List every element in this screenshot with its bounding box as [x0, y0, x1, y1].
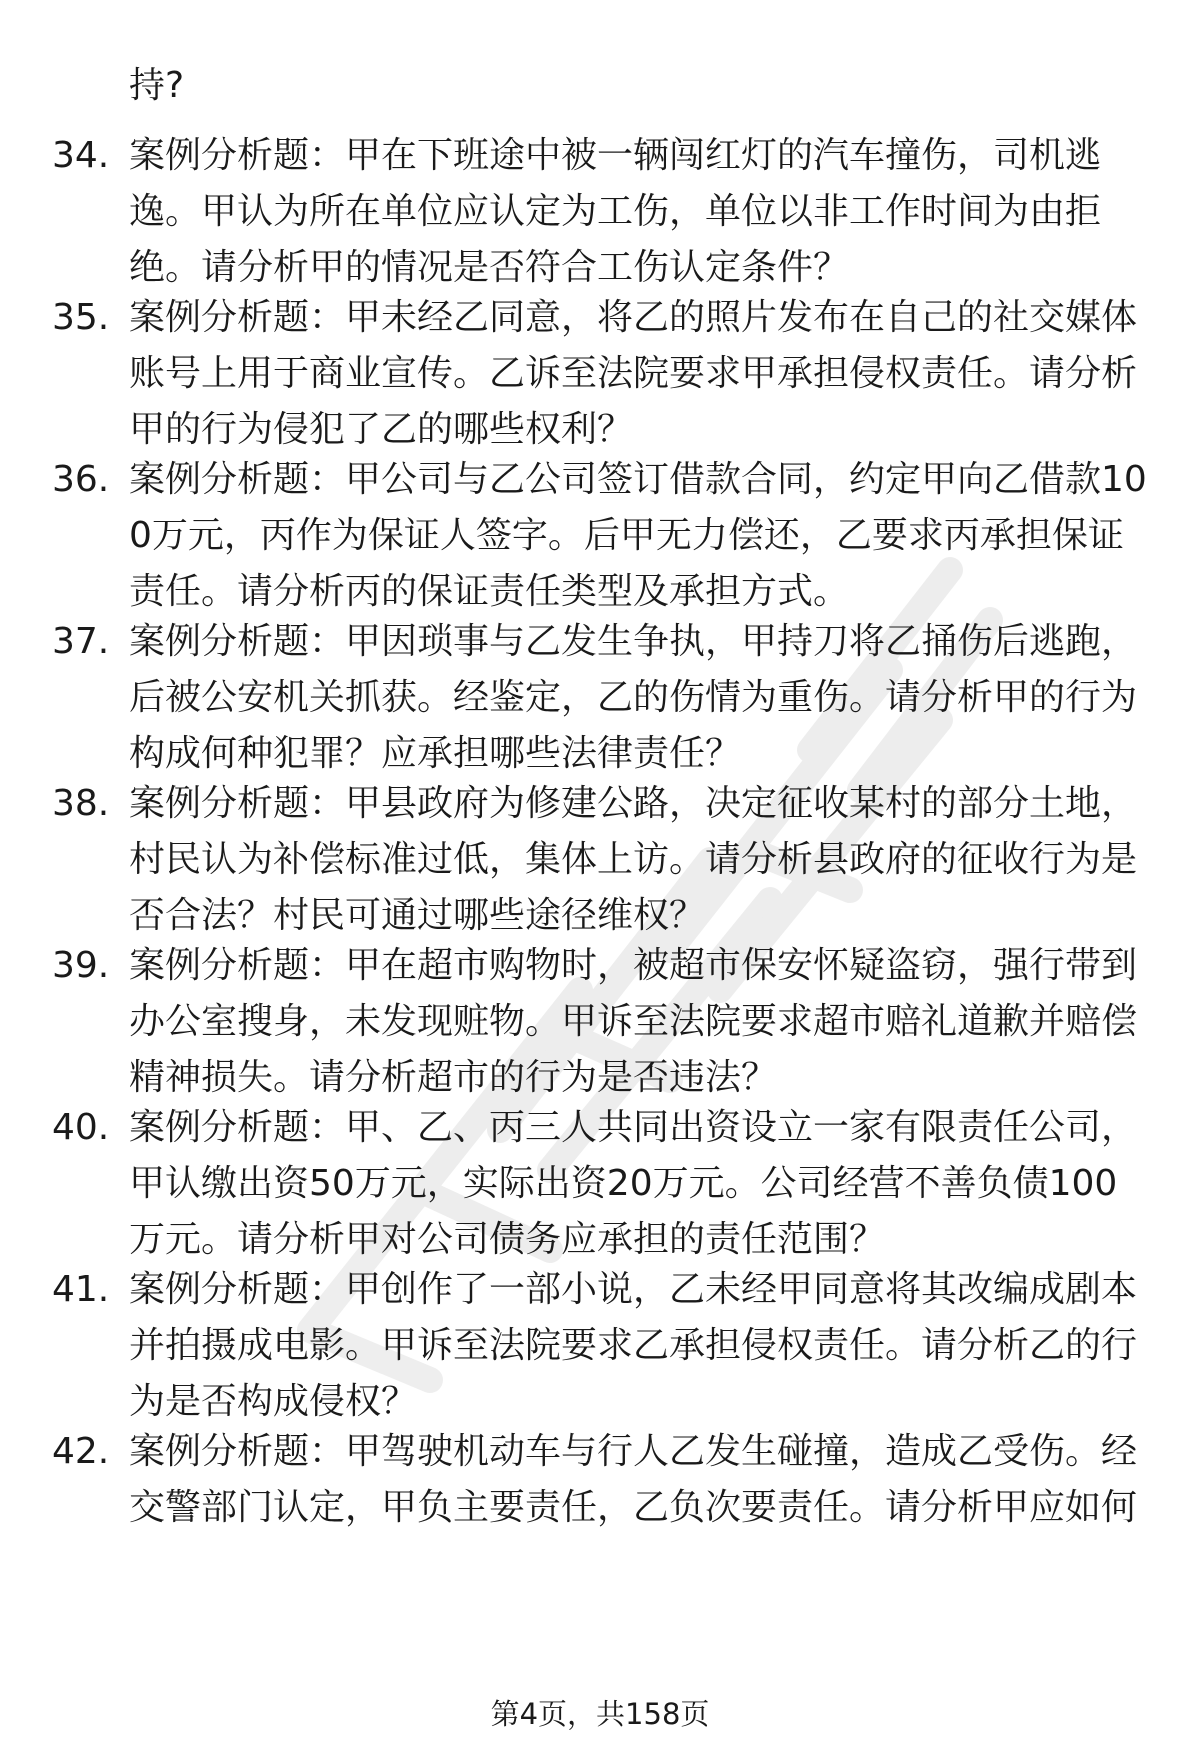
question-item	[52, 1100, 1147, 1268]
question-number: 37.	[52, 621, 110, 662]
question-text: 案例分析题：甲县政府为修建公路，决定征收某村的部分土地，村民认为补偿标准过低，集体上访。请分析县政府的征收行为是否合法？村民可通过哪些途径维权？	[129, 783, 1138, 936]
question-number: 39.	[52, 945, 110, 986]
question-number: 42.	[52, 1431, 110, 1472]
question-number: 38.	[52, 783, 110, 824]
question-item	[52, 938, 1147, 1106]
question-text: 案例分析题：甲因琐事与乙发生争执，甲持刀将乙捅伤后逃跑，后被公安机关抓获。经鉴定，乙的伤情为重伤。请分析甲的行为构成何种犯罪？应承担哪些法律责任？	[129, 621, 1138, 774]
question-number: 35.	[52, 297, 110, 338]
question-item	[52, 452, 1147, 620]
question-item	[52, 128, 1147, 296]
question-item	[52, 1262, 1147, 1430]
question-number: 40.	[52, 1107, 110, 1148]
question-text: 案例分析题：甲、乙、丙三人共同出资设立一家有限责任公司，甲认缴出资50万元，实际出资20万元。公司经营不善负债100万元。请分析甲对公司债务应承担的责任范围？	[129, 1107, 1138, 1260]
question-number: 36.	[52, 459, 110, 500]
question-text: 案例分析题：甲驾驶机动车与行人乙发生碰撞，造成乙受伤。经交警部门认定，甲负主要责任，乙负次要责任。请分析甲应如何	[129, 1431, 1138, 1528]
question-item	[52, 1424, 1147, 1536]
question-text: 案例分析题：甲公司与乙公司签订借款合同，约定甲向乙借款100万元，丙作为保证人签字。后甲无力偿还，乙要求丙承担保证责任。请分析丙的保证责任类型及承担方式。	[129, 459, 1147, 612]
question-item	[52, 776, 1147, 944]
question-text: 案例分析题：甲在下班途中被一辆闯红灯的汽车撞伤，司机逃逸。甲认为所在单位应认定为工伤，单位以非工作时间为由拒绝。请分析甲的情况是否符合工伤认定条件？	[129, 135, 1102, 288]
question-text: 案例分析题：甲创作了一部小说，乙未经甲同意将其改编成剧本并拍摄成电影。甲诉至法院要求乙承担侵权责任。请分析乙的行为是否构成侵权？	[129, 1269, 1138, 1422]
question-text: 案例分析题：甲未经乙同意，将乙的照片发布在自己的社交媒体账号上用于商业宣传。乙诉至法院要求甲承担侵权责任。请分析甲的行为侵犯了乙的哪些权利？	[129, 297, 1138, 450]
question-item	[52, 290, 1147, 458]
question-text: 案例分析题：甲在超市购物时，被超市保安怀疑盗窃，强行带到办公室搜身，未发现赃物。甲诉至法院要求超市赔礼道歉并赔偿精神损失。请分析超市的行为是否违法？	[129, 945, 1138, 1098]
page-footer: 第4页，共158页	[490, 1697, 710, 1731]
question-number: 41.	[52, 1269, 110, 1310]
continued-text: 持?	[129, 65, 185, 106]
question-item	[52, 614, 1147, 782]
question-number: 34.	[52, 135, 110, 176]
